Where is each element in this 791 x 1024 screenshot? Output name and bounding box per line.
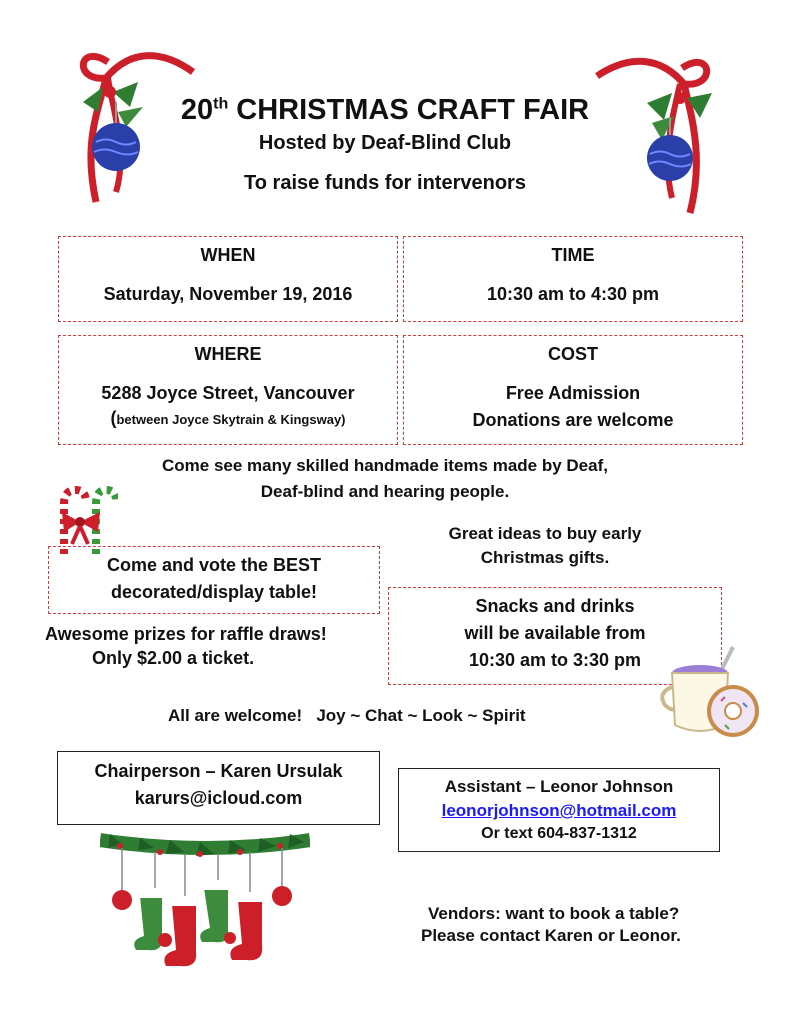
vote-box xyxy=(48,546,380,614)
where-box xyxy=(58,335,398,445)
page-title: 20th CHRISTMAS CRAFT FAIR xyxy=(180,94,590,126)
assistant-phone: Or text 604-837-1312 xyxy=(481,825,637,842)
time-value: 10:30 am to 4:30 pm xyxy=(486,284,660,304)
raffle-line1: Awesome prizes for raffle draws! xyxy=(45,624,327,644)
chair-box xyxy=(57,751,380,825)
assistant-email-link[interactable]: leonorjohnson@hotmail.com xyxy=(441,801,677,820)
chair-email[interactable]: karurs@icloud.com xyxy=(134,788,303,808)
cost-heading: COST xyxy=(547,344,598,364)
raffle-line2: Only $2.00 a ticket. xyxy=(92,648,255,668)
cost-line2: Donations are welcome xyxy=(472,410,674,430)
cost-line1: Free Admission xyxy=(505,383,641,403)
chair-line1: Chairperson – Karen Ursulak xyxy=(94,761,343,781)
cost-box xyxy=(403,335,743,445)
when-box xyxy=(58,236,398,322)
vendors-line1: Vendors: want to book a table? xyxy=(428,904,680,923)
where-detail: (between Joyce Skytrain & Kingsway) xyxy=(110,408,346,428)
where-address: 5288 Joyce Street, Vancouver xyxy=(101,383,355,403)
hosted-by: Hosted by Deaf-Blind Club xyxy=(258,132,512,154)
vote-line2: decorated/display table! xyxy=(110,582,318,602)
vote-line1: Come and vote the BEST xyxy=(106,555,322,575)
vendors-line2: Please contact Karen or Leonor. xyxy=(421,926,681,945)
welcome-line: All are welcome! Joy ~ Chat ~ Look ~ Spirit xyxy=(168,706,526,725)
gifts-line2: Christmas gifts. xyxy=(480,548,610,567)
when-value: Saturday, November 19, 2016 xyxy=(103,284,353,304)
assistant-box xyxy=(398,768,720,852)
stockings-garland-icon xyxy=(100,826,310,986)
time-heading: TIME xyxy=(551,245,595,265)
time-box xyxy=(403,236,743,322)
when-heading: WHEN xyxy=(200,245,256,265)
where-heading: WHERE xyxy=(194,344,262,364)
snacks-line3: 10:30 am to 3:30 pm xyxy=(468,650,642,670)
snacks-line2: will be available from xyxy=(464,623,646,643)
invite-line2: Deaf-blind and hearing people. xyxy=(260,482,510,501)
coffee-donut-icon xyxy=(655,645,761,745)
assistant-line1: Assistant – Leonor Johnson xyxy=(444,777,674,796)
purpose: To raise funds for intervenors xyxy=(244,172,526,194)
snacks-line1: Snacks and drinks xyxy=(475,596,635,616)
invite-line1: Come see many skilled handmade items made by Deaf, xyxy=(162,456,608,475)
gifts-line1: Great ideas to buy early xyxy=(448,524,642,543)
